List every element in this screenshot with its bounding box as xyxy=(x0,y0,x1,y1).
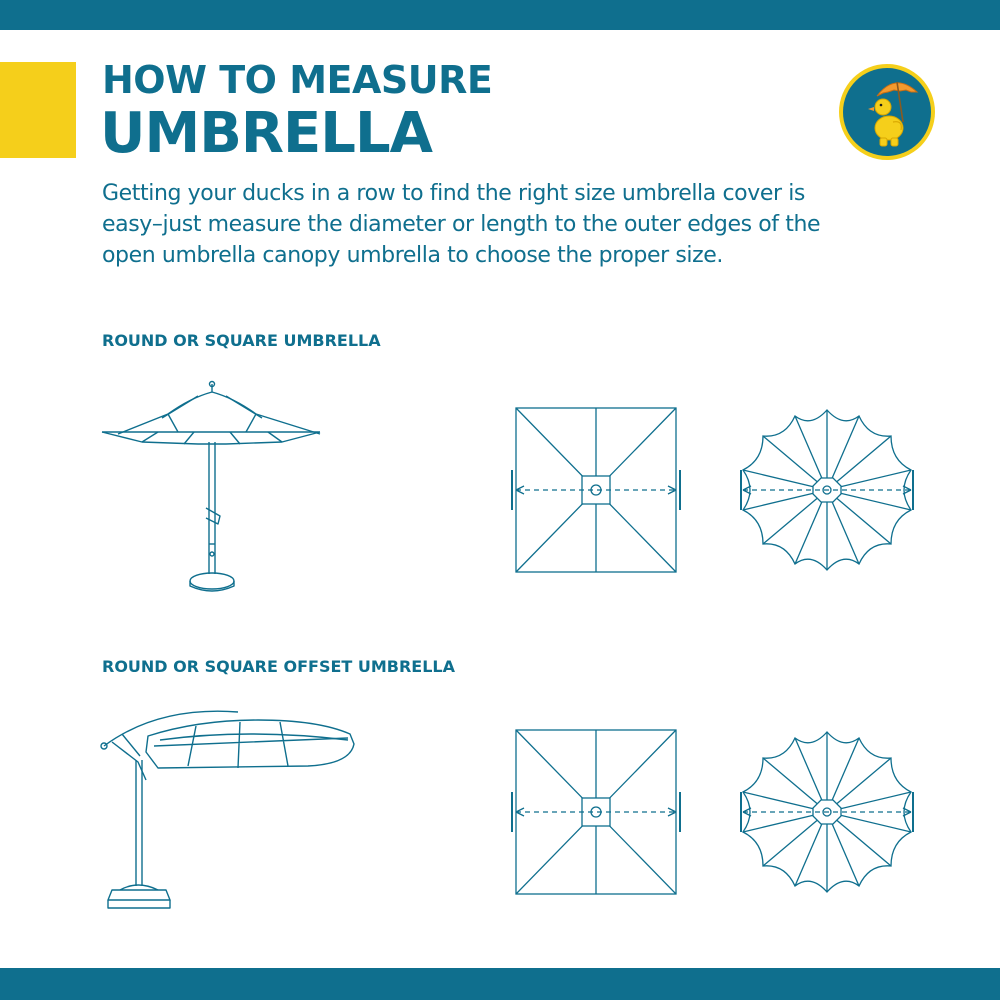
top-banner xyxy=(0,0,1000,30)
intro-text: Getting your ducks in a row to find the right size umbrella cover is easy–just measure the diameter or length to the outer edges of the open umbrella canopy umbrella to choose the proper size. xyxy=(102,181,821,268)
bottom-banner xyxy=(0,968,1000,1000)
page-title-line1: HOW TO MEASURE xyxy=(102,58,493,102)
duck-umbrella-logo-icon xyxy=(837,62,937,162)
octagon-canopy-top-view-icon xyxy=(737,726,917,898)
square-canopy-top-view-icon xyxy=(506,726,686,898)
market-umbrella-icon xyxy=(98,378,328,598)
square-canopy-top-view-icon xyxy=(506,404,686,576)
section-label-offset: ROUND OR SQUARE OFFSET UMBRELLA xyxy=(102,657,456,676)
page-title-line2: UMBRELLA xyxy=(100,101,432,166)
section-label-round-square: ROUND OR SQUARE UMBRELLA xyxy=(102,331,381,350)
offset-umbrella-icon xyxy=(98,700,358,915)
octagon-canopy-top-view-icon xyxy=(737,404,917,576)
yellow-accent-tab xyxy=(0,62,76,158)
